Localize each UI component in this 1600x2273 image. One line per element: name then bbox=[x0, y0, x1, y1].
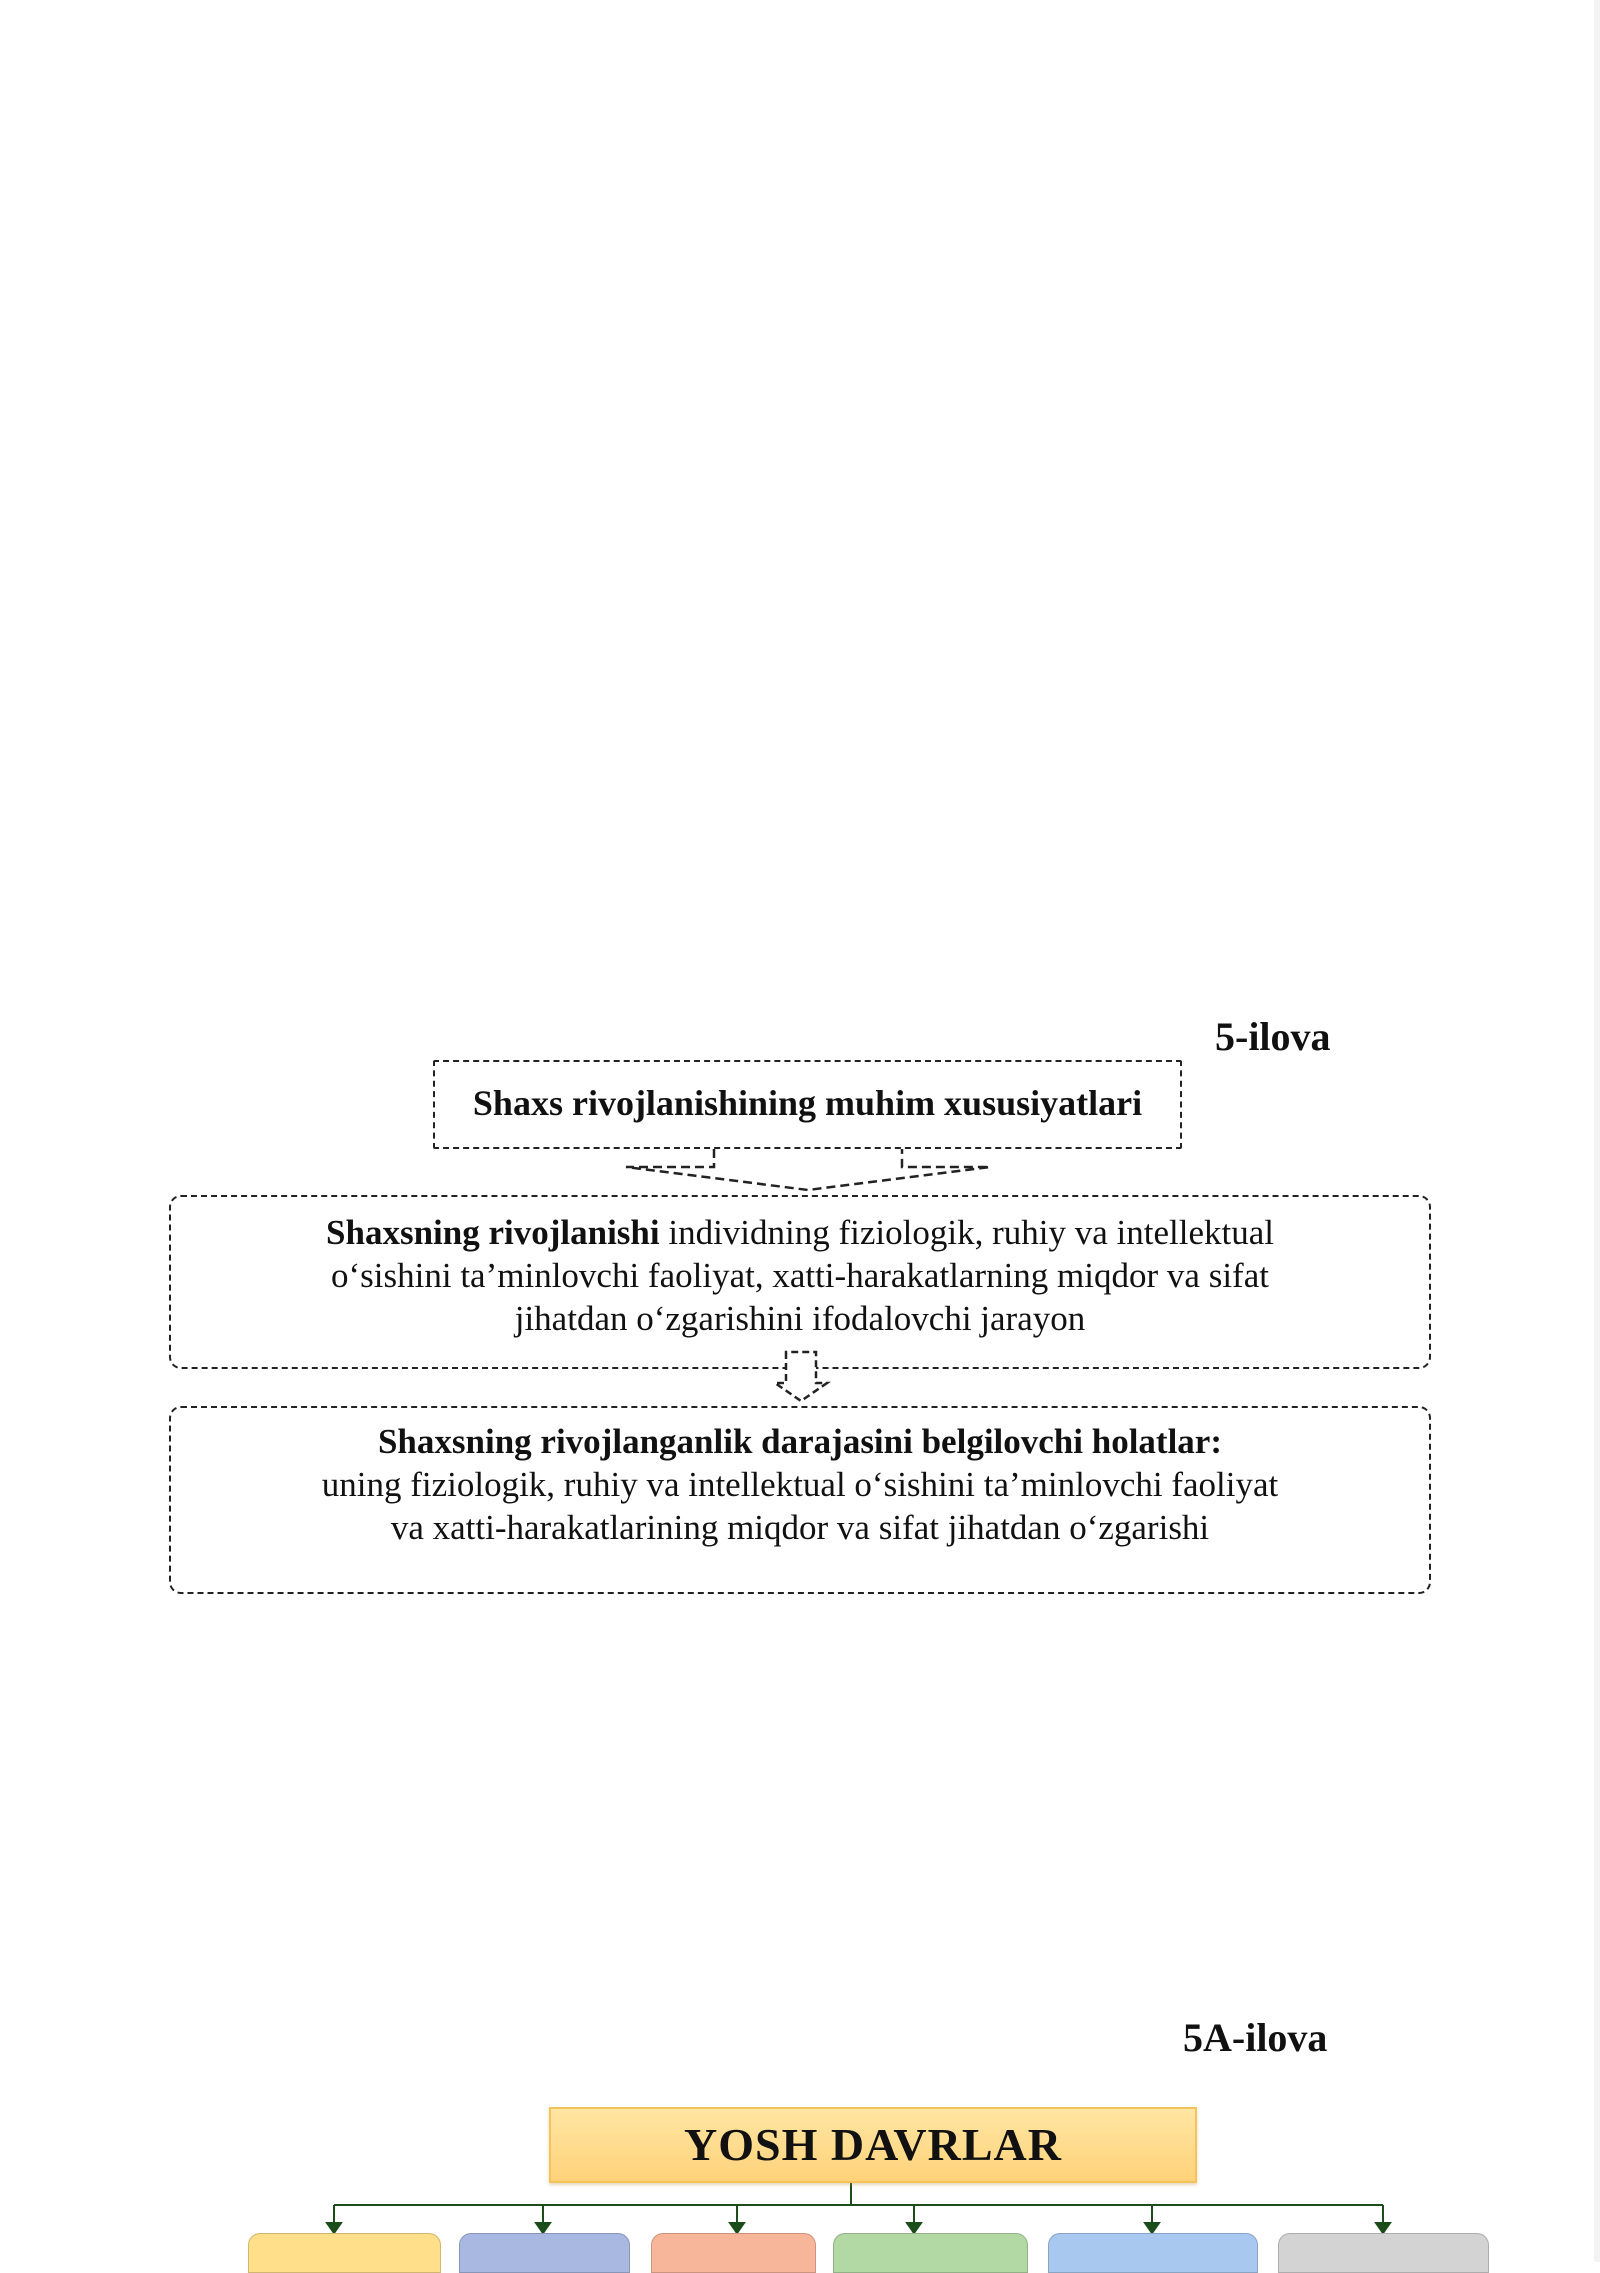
title-to-definition-arrow bbox=[626, 1149, 990, 1190]
connector-arrowhead-5 bbox=[1145, 2223, 1159, 2233]
age-period-card-6 bbox=[1278, 2233, 1489, 2273]
definition-line-1-rest: individning fiziologik, ruhiy va intellektual bbox=[659, 1213, 1274, 1252]
conditions-heading: Shaxsning rivojlanganlik darajasini belgilovchi holatlar: bbox=[377, 1422, 1223, 1461]
conditions-line-1: uning fiziologik, ruhiy va intellektual o‘sishini ta’minlovchi faoliyat bbox=[321, 1465, 1279, 1504]
definition-line-1 bbox=[171, 1211, 1429, 1254]
appendix-5-label: 5-ilova bbox=[1215, 1014, 1331, 1059]
connector-arrowhead-3 bbox=[730, 2223, 744, 2233]
definition-term: Shaxsning rivojlanishi bbox=[326, 1213, 660, 1252]
development-features-title: Shaxs rivojlanishining muhim xususiyatlari bbox=[472, 1083, 1143, 1123]
definition-line-3: jihatdan o‘zgarishini ifodalovchi jarayon bbox=[514, 1299, 1086, 1338]
age-period-card-5 bbox=[1048, 2233, 1258, 2273]
age-period-card-4 bbox=[833, 2233, 1028, 2273]
age-period-card-2 bbox=[459, 2233, 630, 2273]
appendix-5a-label: 5A-ilova bbox=[1183, 2015, 1328, 2060]
definition-line-2: o‘sishini ta’minlovchi faoliyat, xatti-harakatlarning miqdor va sifat bbox=[331, 1256, 1269, 1295]
connector-arrowhead-6 bbox=[1376, 2223, 1390, 2233]
development-conditions-box bbox=[169, 1406, 1431, 1594]
conditions-line-2: va xatti-harakatlarining miqdor va sifat jihatdan o‘zgarishi bbox=[390, 1508, 1210, 1547]
page-edge bbox=[1594, 0, 1600, 2262]
development-features-title-box bbox=[433, 1060, 1182, 1149]
connector-arrowhead-2 bbox=[536, 2223, 550, 2233]
age-period-card-3 bbox=[651, 2233, 816, 2273]
age-period-connectors bbox=[327, 2183, 1390, 2233]
age-period-card-1 bbox=[248, 2233, 441, 2273]
connector-arrowhead-1 bbox=[327, 2223, 341, 2233]
connector-arrowhead-4 bbox=[907, 2223, 921, 2233]
age-periods-title: YOSH DAVRLAR bbox=[549, 2107, 1197, 2183]
development-definition-box bbox=[169, 1195, 1431, 1369]
